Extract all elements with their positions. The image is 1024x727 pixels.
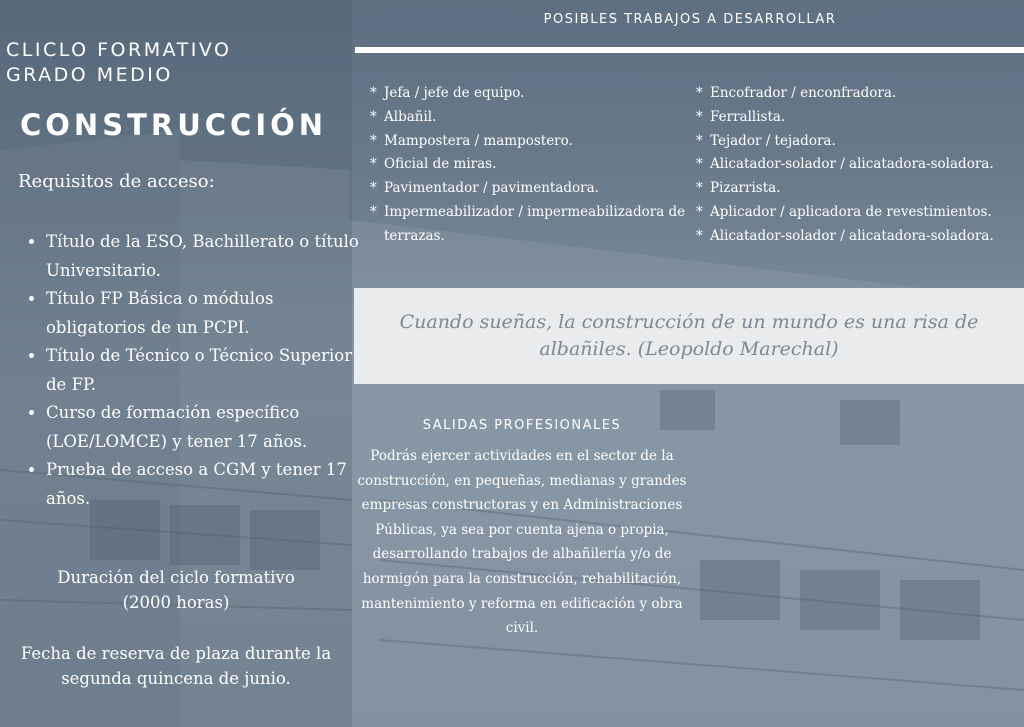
- job-item: * Ferrallista.: [696, 106, 1016, 130]
- job-item: * Pizarrista.: [696, 177, 1016, 201]
- duration-line2: (2000 horas): [122, 593, 230, 612]
- salidas-heading: SALIDAS PROFESIONALES: [422, 418, 622, 433]
- job-item: * Tejador / tejadora.: [696, 130, 1016, 154]
- cycle-title-line2: GRADO MEDIO: [6, 64, 173, 86]
- requirements-label: Requisitos de acceso:: [18, 171, 215, 192]
- job-item: * Mampostera / mampostero.: [370, 130, 690, 154]
- requirement-item: • Prueba de acceso a CGM y tener 17 años.: [46, 456, 366, 513]
- duration-info: [0, 565, 352, 615]
- job-item: * Alicatador-solador / alicatadora-soladora.: [696, 225, 1016, 249]
- divider: [355, 47, 1024, 53]
- jobs-list-left: [370, 82, 690, 249]
- requirement-item: • Curso de formación específico (LOE/LOMCE) y tener 17 años.: [46, 399, 366, 456]
- salidas-text: Podrás ejercer actividades en el sector de la construcción, en pequeñas, medianas y grandes empresas constructoras y en Administraciones Públicas, ya sea por cuenta ajena o propia, desarrollando trabajos de albañilería y/o de hormigón para la construcción, rehabilitación, mantenimiento y reforma en edificación y obra civil.: [357, 448, 687, 637]
- job-item: * Oficial de miras.: [370, 153, 690, 177]
- reservation-line1: Fecha de reserva de plaza durante la: [20, 644, 332, 663]
- jobs-list-right: [696, 82, 1016, 249]
- quote-box: [354, 288, 1024, 384]
- job-item: * Pavimentador / pavimentadora.: [370, 177, 690, 201]
- cycle-title: [6, 38, 231, 88]
- reservation-info: [0, 641, 352, 691]
- requirement-item: • Título de Técnico o Técnico Superior de FP.: [46, 342, 366, 399]
- quote-text: Cuando sueñas, la construcción de un mundo es una risa de albañiles. (Leopoldo Marechal): [399, 311, 979, 360]
- job-item: * Albañil.: [370, 106, 690, 130]
- jobs-heading: POSIBLES TRABAJOS A DESARROLLAR: [543, 12, 837, 27]
- job-item: * Alicatador-solador / alicatadora-soladora.: [696, 153, 1016, 177]
- reservation-line2: segunda quincena de junio.: [61, 669, 291, 688]
- page-title: CONSTRUCCIÓN: [20, 108, 328, 142]
- job-item: * Jefa / jefe de equipo.: [370, 82, 690, 106]
- job-item: * Aplicador / aplicadora de revestimientos.: [696, 201, 1016, 225]
- job-item: * Impermeabilizador / impermeabilizadora de terrazas.: [370, 201, 690, 249]
- requirement-item: • Título FP Básica o módulos obligatorios de un PCPI.: [46, 285, 366, 342]
- requirements-list: [22, 228, 366, 513]
- job-item: * Encofrador / enconfradora.: [696, 82, 1016, 106]
- duration-line1: Duración del ciclo formativo: [57, 568, 295, 587]
- cycle-title-line1: CLICLO FORMATIVO: [6, 39, 232, 61]
- requirement-item: • Título de la ESO, Bachillerato o título Universitario.: [46, 228, 366, 285]
